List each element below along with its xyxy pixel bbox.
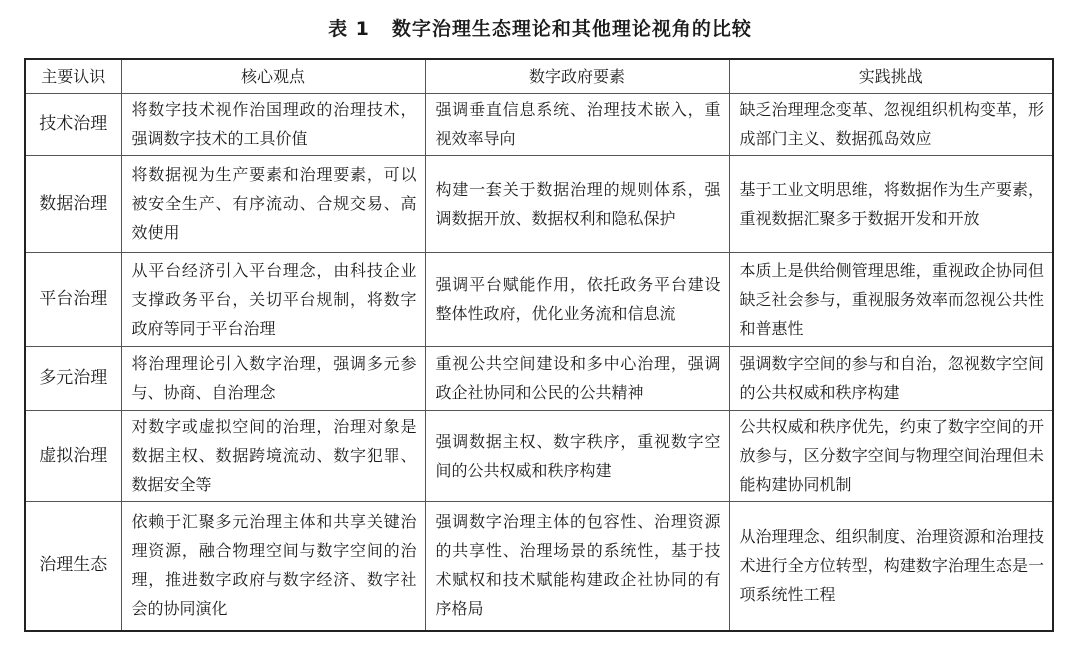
- row-challenges: 本质上是供给侧管理思维，重视政企协同但缺乏社会参与，重视服务效率而忽视公共性和普惠性: [729, 253, 1053, 347]
- header-practice-challenges: 实践挑战: [729, 59, 1053, 94]
- table-row: [25, 347, 1053, 411]
- row-elements: 重视公共空间建设和多中心治理，强调政企社协同和公民的公共精神: [425, 347, 729, 411]
- row-category: 虚拟治理: [25, 411, 121, 502]
- row-challenges: 缺乏治理理念变革、忽视组织机构变革，形成部门主义、数据孤岛效应: [729, 94, 1053, 156]
- table-row: [25, 156, 1053, 253]
- table-row: [25, 411, 1053, 502]
- row-elements: 强调垂直信息系统、治理技术嵌入，重视效率导向: [425, 94, 729, 156]
- row-category: 技术治理: [25, 94, 121, 156]
- row-category: 数据治理: [25, 156, 121, 253]
- row-elements: 构建一套关于数据治理的规则体系，强调数据开放、数据权利和隐私保护: [425, 156, 729, 253]
- row-category: 平台治理: [25, 253, 121, 347]
- row-core-view: 将数字技术视作治国理政的治理技术，强调数字技术的工具价值: [121, 94, 425, 156]
- row-elements: 强调数据主权、数字秩序，重视数字空间的公共权威和秩序构建: [425, 411, 729, 502]
- row-elements: 强调平台赋能作用，依托政务平台建设整体性政府，优化业务流和信息流: [425, 253, 729, 347]
- row-category: 治理生态: [25, 502, 121, 631]
- table-row: [25, 502, 1053, 631]
- table-caption: [0, 14, 1080, 41]
- header-main-view: 主要认识: [25, 59, 121, 94]
- row-core-view: 将治理理论引入数字治理，强调多元参与、协商、自治理念: [121, 347, 425, 411]
- row-category: 多元治理: [25, 347, 121, 411]
- table-number: 表 1: [328, 18, 370, 40]
- row-challenges: 公共权威和秩序优先，约束了数字空间的开放参与，区分数字空间与物理空间治理但未能构建协同机制: [729, 411, 1053, 502]
- row-core-view: 从平台经济引入平台理念，由科技企业支撑政务平台，关切平台规制，将数字政府等同于平台治理: [121, 253, 425, 347]
- row-core-view: 依赖于汇聚多元治理主体和共享关键治理资源，融合物理空间与数字空间的治理，推进数字政府与数字经济、数字社会的协同演化: [121, 502, 425, 631]
- row-challenges: 强调数字空间的参与和自治，忽视数字空间的公共权威和秩序构建: [729, 347, 1053, 411]
- row-elements: 强调数字治理主体的包容性、治理资源的共享性、治理场景的系统性，基于技术赋权和技术赋能构建政企社协同的有序格局: [425, 502, 729, 631]
- table-row: [25, 94, 1053, 156]
- header-row: [25, 59, 1053, 94]
- comparison-table: [24, 58, 1054, 632]
- row-core-view: 对数字或虚拟空间的治理，治理对象是数据主权、数据跨境流动、数字犯罪、数据安全等: [121, 411, 425, 502]
- table-title: 数字治理生态理论和其他理论视角的比较: [391, 18, 752, 40]
- row-core-view: 将数据视为生产要素和治理要素，可以被安全生产、有序流动、合规交易、高效使用: [121, 156, 425, 253]
- table-row: [25, 253, 1053, 347]
- header-digital-gov-elements: 数字政府要素: [425, 59, 729, 94]
- header-core-view: 核心观点: [121, 59, 425, 94]
- row-challenges: 基于工业文明思维，将数据作为生产要素，重视数据汇聚多于数据开发和开放: [729, 156, 1053, 253]
- row-challenges: 从治理理念、组织制度、治理资源和治理技术进行全方位转型，构建数字治理生态是一项系统性工程: [729, 502, 1053, 631]
